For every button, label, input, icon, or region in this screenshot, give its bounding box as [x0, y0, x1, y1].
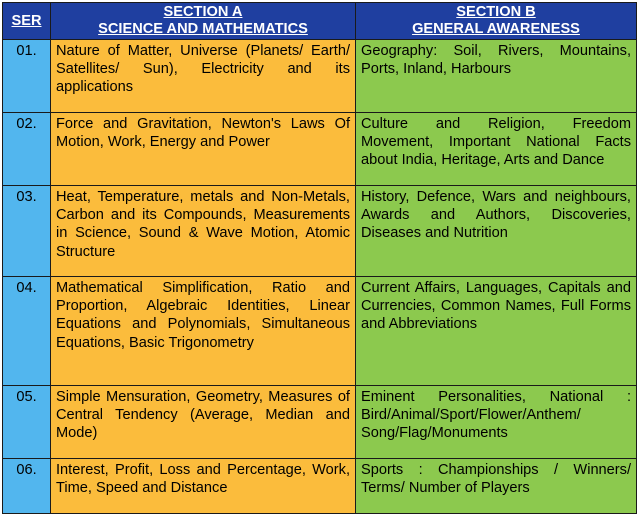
table-row — [3, 459, 637, 514]
section-b-cell: Sports : Championships / Winners/ Terms/ Number of Players — [356, 459, 637, 514]
section-b-cell: History, Defence, Wars and neighbours, Awards and Authors, Discoveries, Diseases and Nutrition — [356, 186, 637, 277]
section-b-title: SECTION B — [456, 4, 536, 20]
section-b-subtitle: GENERAL AWARENESS — [412, 21, 580, 37]
section-b-cell: Eminent Personalities, National : Bird/Animal/Sport/Flower/Anthem/ Song/Flag/Monuments — [356, 386, 637, 459]
ser-cell: 01. — [3, 40, 51, 113]
section-a-cell: Force and Gravitation, Newton's Laws Of Motion, Work, Energy and Power — [51, 113, 356, 186]
header-row — [3, 3, 637, 40]
table-row — [3, 40, 637, 113]
ser-cell: 03. — [3, 186, 51, 277]
section-b-cell: Current Affairs, Languages, Capitals and Currencies, Common Names, Full Forms and Abbreviations — [356, 277, 637, 386]
header-section-b — [356, 3, 637, 40]
section-a-cell: Mathematical Simplification, Ratio and Proportion, Algebraic Identities, Linear Equations and Polynomials, Simultaneous Equations, Basic Trigonometry — [51, 277, 356, 386]
ser-cell: 05. — [3, 386, 51, 459]
table-row — [3, 386, 637, 459]
table-row — [3, 277, 637, 386]
syllabus-table — [2, 2, 637, 514]
section-a-subtitle: SCIENCE AND MATHEMATICS — [98, 21, 308, 37]
table-row — [3, 113, 637, 186]
header-ser: SER — [3, 3, 51, 40]
section-a-cell: Heat, Temperature, metals and Non-Metals, Carbon and its Compounds, Measurements in Science, Sound & Wave Motion, Atomic Structure — [51, 186, 356, 277]
section-a-cell: Interest, Profit, Loss and Percentage, Work, Time, Speed and Distance — [51, 459, 356, 514]
section-a-cell: Nature of Matter, Universe (Planets/ Earth/ Satellites/ Sun), Electricity and its applications — [51, 40, 356, 113]
ser-cell: 06. — [3, 459, 51, 514]
ser-cell: 02. — [3, 113, 51, 186]
header-section-a — [51, 3, 356, 40]
table-row — [3, 186, 637, 277]
section-a-title: SECTION A — [163, 4, 243, 20]
section-b-cell: Geography: Soil, Rivers, Mountains, Ports, Inland, Harbours — [356, 40, 637, 113]
ser-cell: 04. — [3, 277, 51, 386]
section-a-cell: Simple Mensuration, Geometry, Measures of Central Tendency (Average, Median and Mode) — [51, 386, 356, 459]
section-b-cell: Culture and Religion, Freedom Movement, Important National Facts about India, Heritage, Arts and Dance — [356, 113, 637, 186]
